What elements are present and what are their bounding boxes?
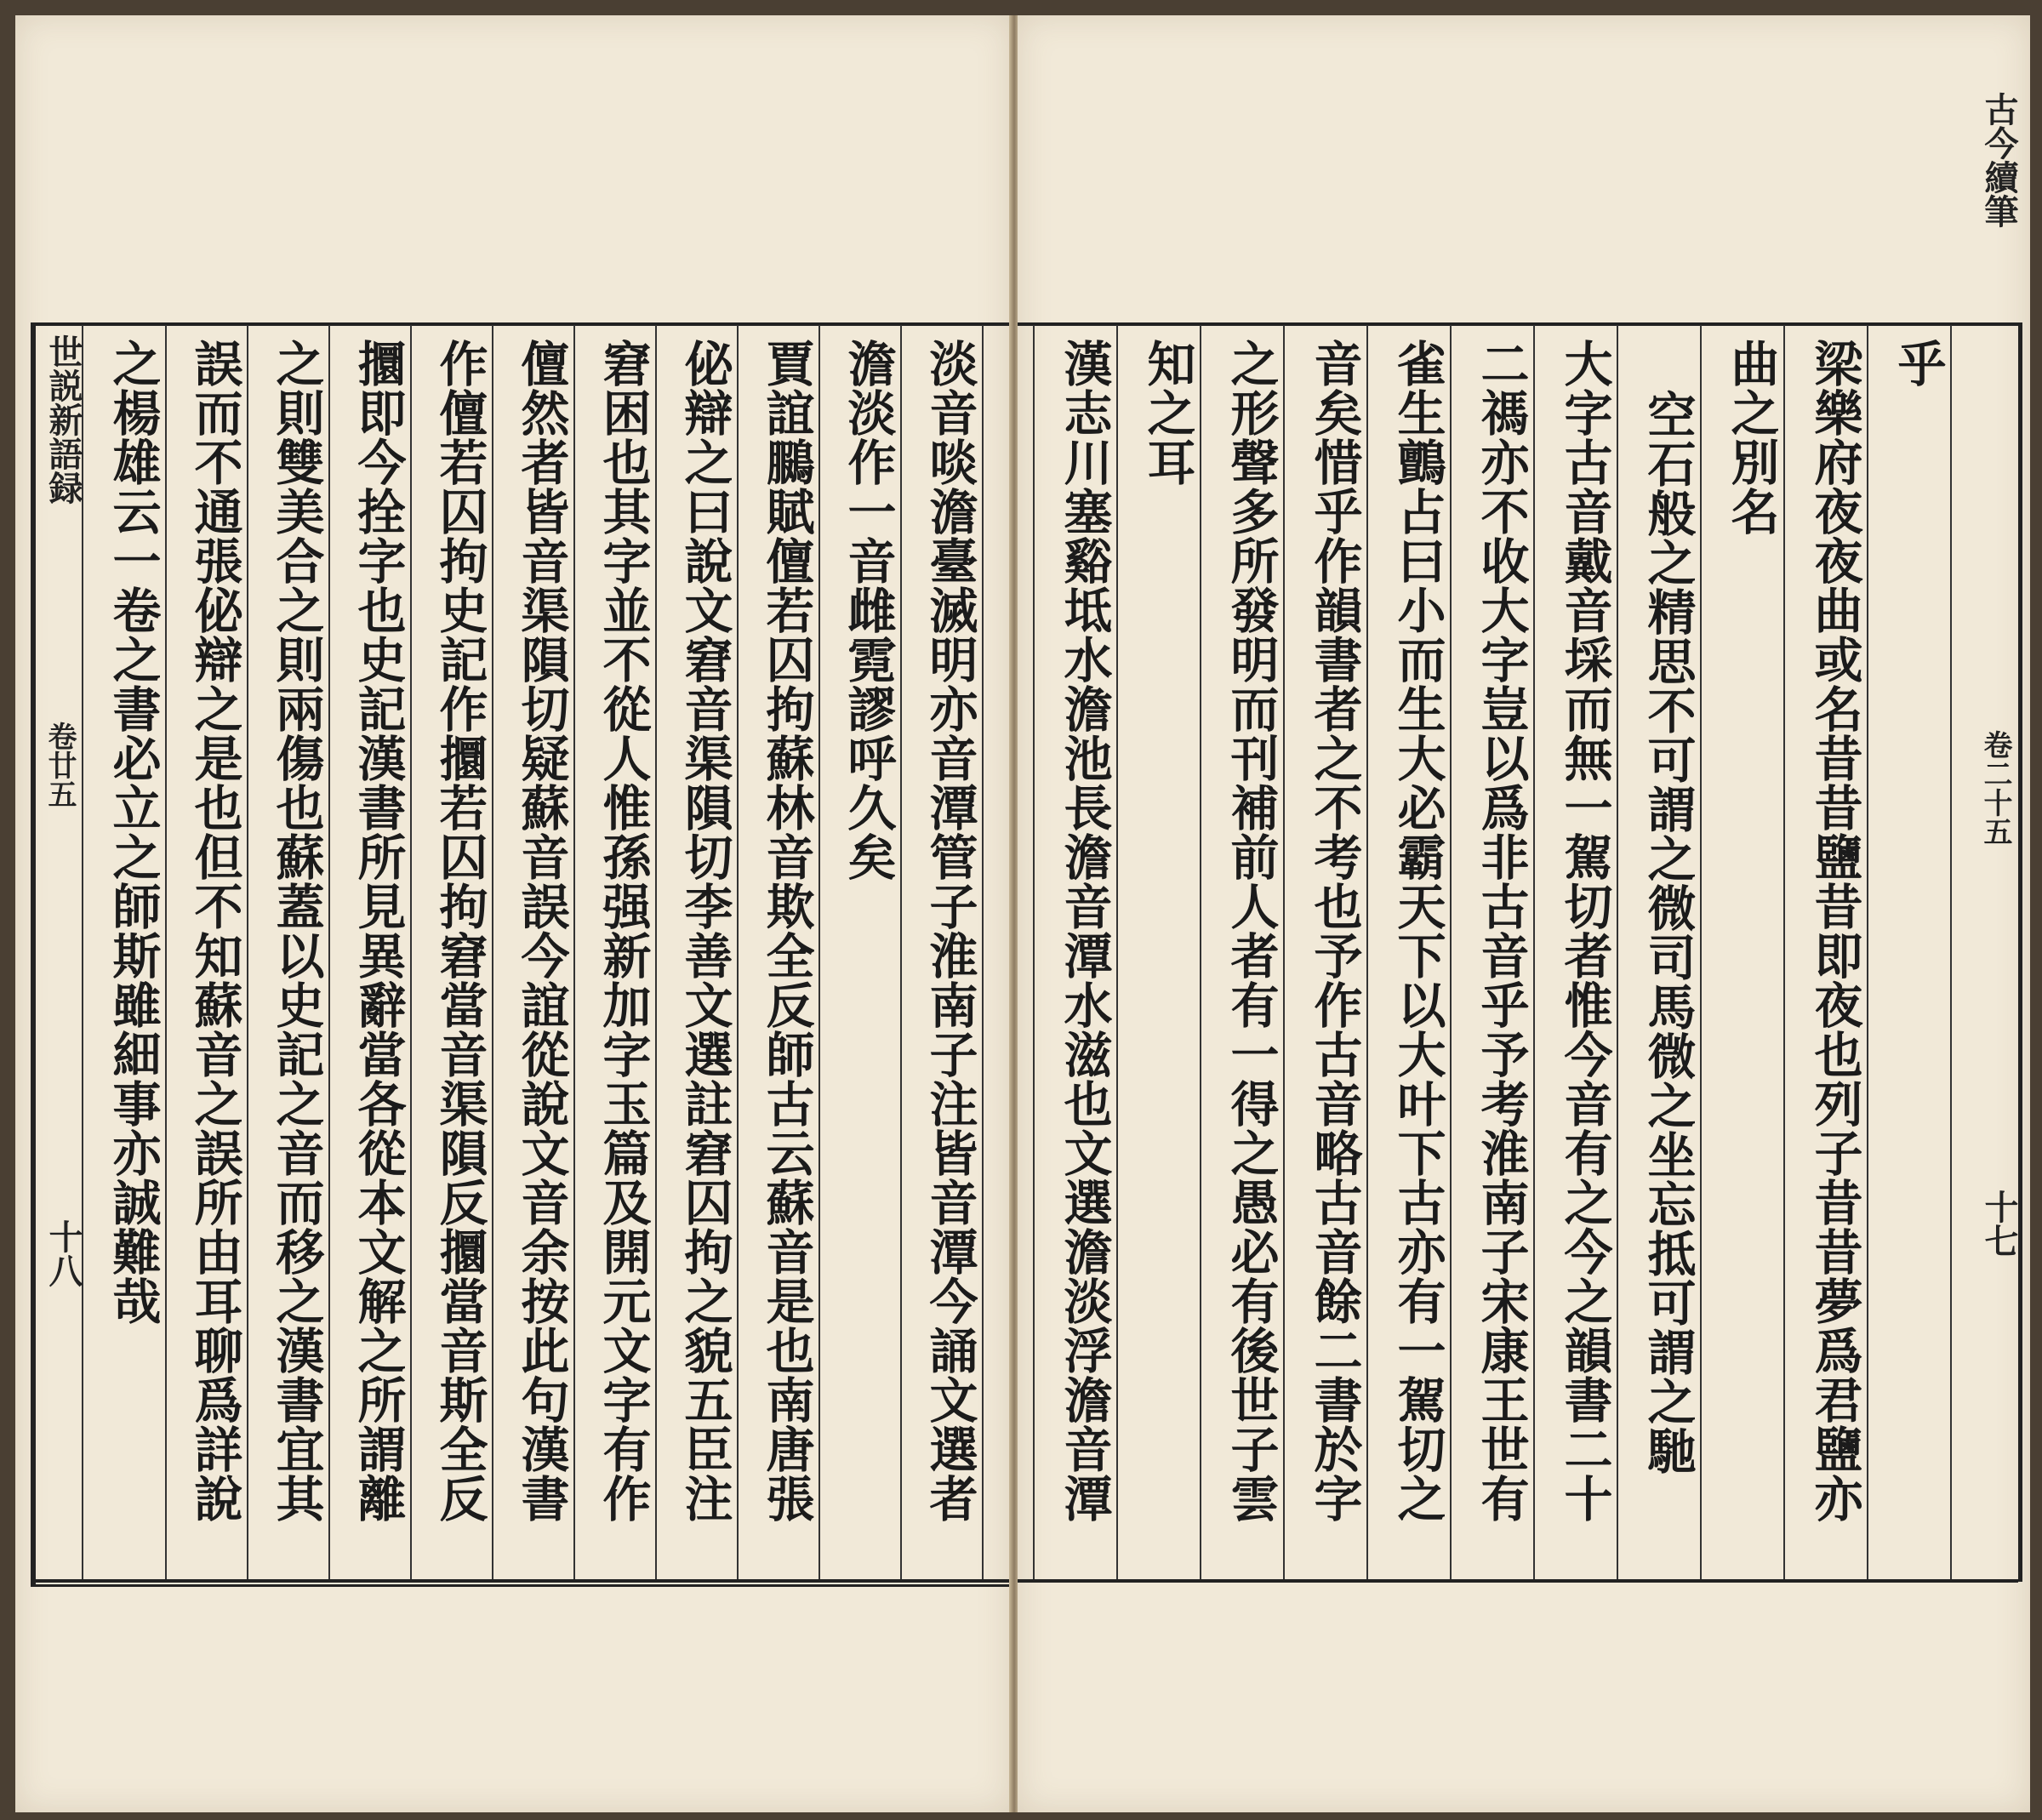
column-divider	[1950, 325, 1952, 1579]
column-divider	[1783, 325, 1785, 1579]
text-column: 澹淡作一音雌霓謬呼久矣	[840, 339, 897, 881]
column-divider	[1450, 325, 1452, 1579]
right-page	[1018, 15, 2030, 1812]
column-divider	[1700, 325, 1702, 1579]
text-column: 窘困也其字並不從人惟孫强新加字玉篇及開元文字有作	[595, 339, 652, 1523]
text-column: 漢志川塞谿坻水澹池長澹音潭水滋也文選澹淡浮澹音潭	[1056, 339, 1113, 1523]
left-page	[15, 15, 1011, 1812]
column-divider	[819, 325, 820, 1579]
text-column: 知之耳	[1139, 339, 1196, 487]
margin-title: 世説新語録	[43, 334, 83, 505]
text-column: 淡音啖澹臺滅明亦音潭管子淮南子注皆音潭今誦文選者	[921, 339, 978, 1523]
margin-volume: 卷二十五	[1978, 730, 2012, 846]
column-divider	[1867, 325, 1868, 1579]
column-divider	[655, 325, 657, 1579]
text-column: 之形聲多所發明而刊補前人者有一得之愚必有後世子雲	[1223, 339, 1280, 1523]
column-divider	[573, 325, 575, 1579]
text-column: 攌即今拴字也史記漢書所見異辭當各從本文解之所謂離	[350, 339, 407, 1523]
text-column: 空石般之精思不可謂之微司馬微之坐忘抵可謂之馳	[1640, 390, 1697, 1475]
text-column: 誤而不通張佖辯之是也但不知蘇音之誤所由耳聊爲詳說	[186, 339, 243, 1523]
text-column: 曲之別名	[1723, 339, 1780, 536]
margin-divider	[82, 325, 83, 1579]
margin-title: 古今續筆	[1979, 92, 2019, 228]
text-column: 音矣惜乎作韻書者之不考也予作古音略古音餘二書於字	[1306, 339, 1363, 1523]
margin-page-number: 十八	[43, 1219, 83, 1287]
text-column: 賈誼鵩賦儃若囚拘蘇林音欺全反師古云蘇音是也南唐張	[758, 339, 815, 1523]
column-divider	[737, 325, 739, 1579]
column-divider	[1033, 325, 1035, 1579]
column-divider	[247, 325, 248, 1579]
text-column: 作儃若囚拘史記作攌若囚拘窘當音渠隕反攌當音斯全反	[431, 339, 488, 1523]
margin-volume: 卷廿五	[43, 722, 77, 808]
text-column: 雀生鸇占曰小而生大必霸天下以大叶下古亦有一駕切之	[1389, 339, 1446, 1523]
text-column: 之則雙美合之則兩傷也蘇蓋以史記之音而移之漢書宜其	[268, 339, 325, 1523]
column-divider	[1366, 325, 1368, 1579]
column-divider	[900, 325, 902, 1579]
left-bottom-rule	[31, 1579, 1011, 1583]
text-column: 梁樂府夜夜曲或名昔昔鹽昔即夜也列子昔昔夢爲君鹽亦	[1806, 339, 1863, 1523]
column-divider	[1533, 325, 1535, 1579]
margin-page-number: 十七	[1979, 1190, 2019, 1258]
text-column: 儃然者皆音渠隕切疑蘇音誤今誼從說文音余按此句漢書	[513, 339, 570, 1523]
right-bottom-rule	[1018, 1579, 2018, 1583]
text-column: 大字古音戴音埰而無一駕切者惟今音有之今之韻書二十	[1556, 339, 1613, 1523]
column-divider	[165, 325, 167, 1579]
right-frame-edge	[2018, 322, 2022, 1582]
column-divider	[1283, 325, 1285, 1579]
column-divider	[492, 325, 493, 1579]
text-column: 二禡亦不收大字豈以爲非古音乎予考淮南子宋康王世有	[1473, 339, 1530, 1523]
column-divider	[982, 325, 984, 1579]
column-divider	[1617, 325, 1618, 1579]
column-divider	[1200, 325, 1201, 1579]
text-column: 之楊雄云一卷之書必立之師斯雖細事亦誠難哉	[105, 339, 162, 1326]
column-divider	[1116, 325, 1118, 1579]
text-column: 佖辯之曰說文窘音渠隕切李善文選註窘囚拘之貌五臣注	[676, 339, 733, 1523]
column-divider	[410, 325, 412, 1579]
left-top-rule	[31, 322, 1011, 326]
column-divider	[328, 325, 330, 1579]
text-column: 乎	[1890, 339, 1947, 388]
